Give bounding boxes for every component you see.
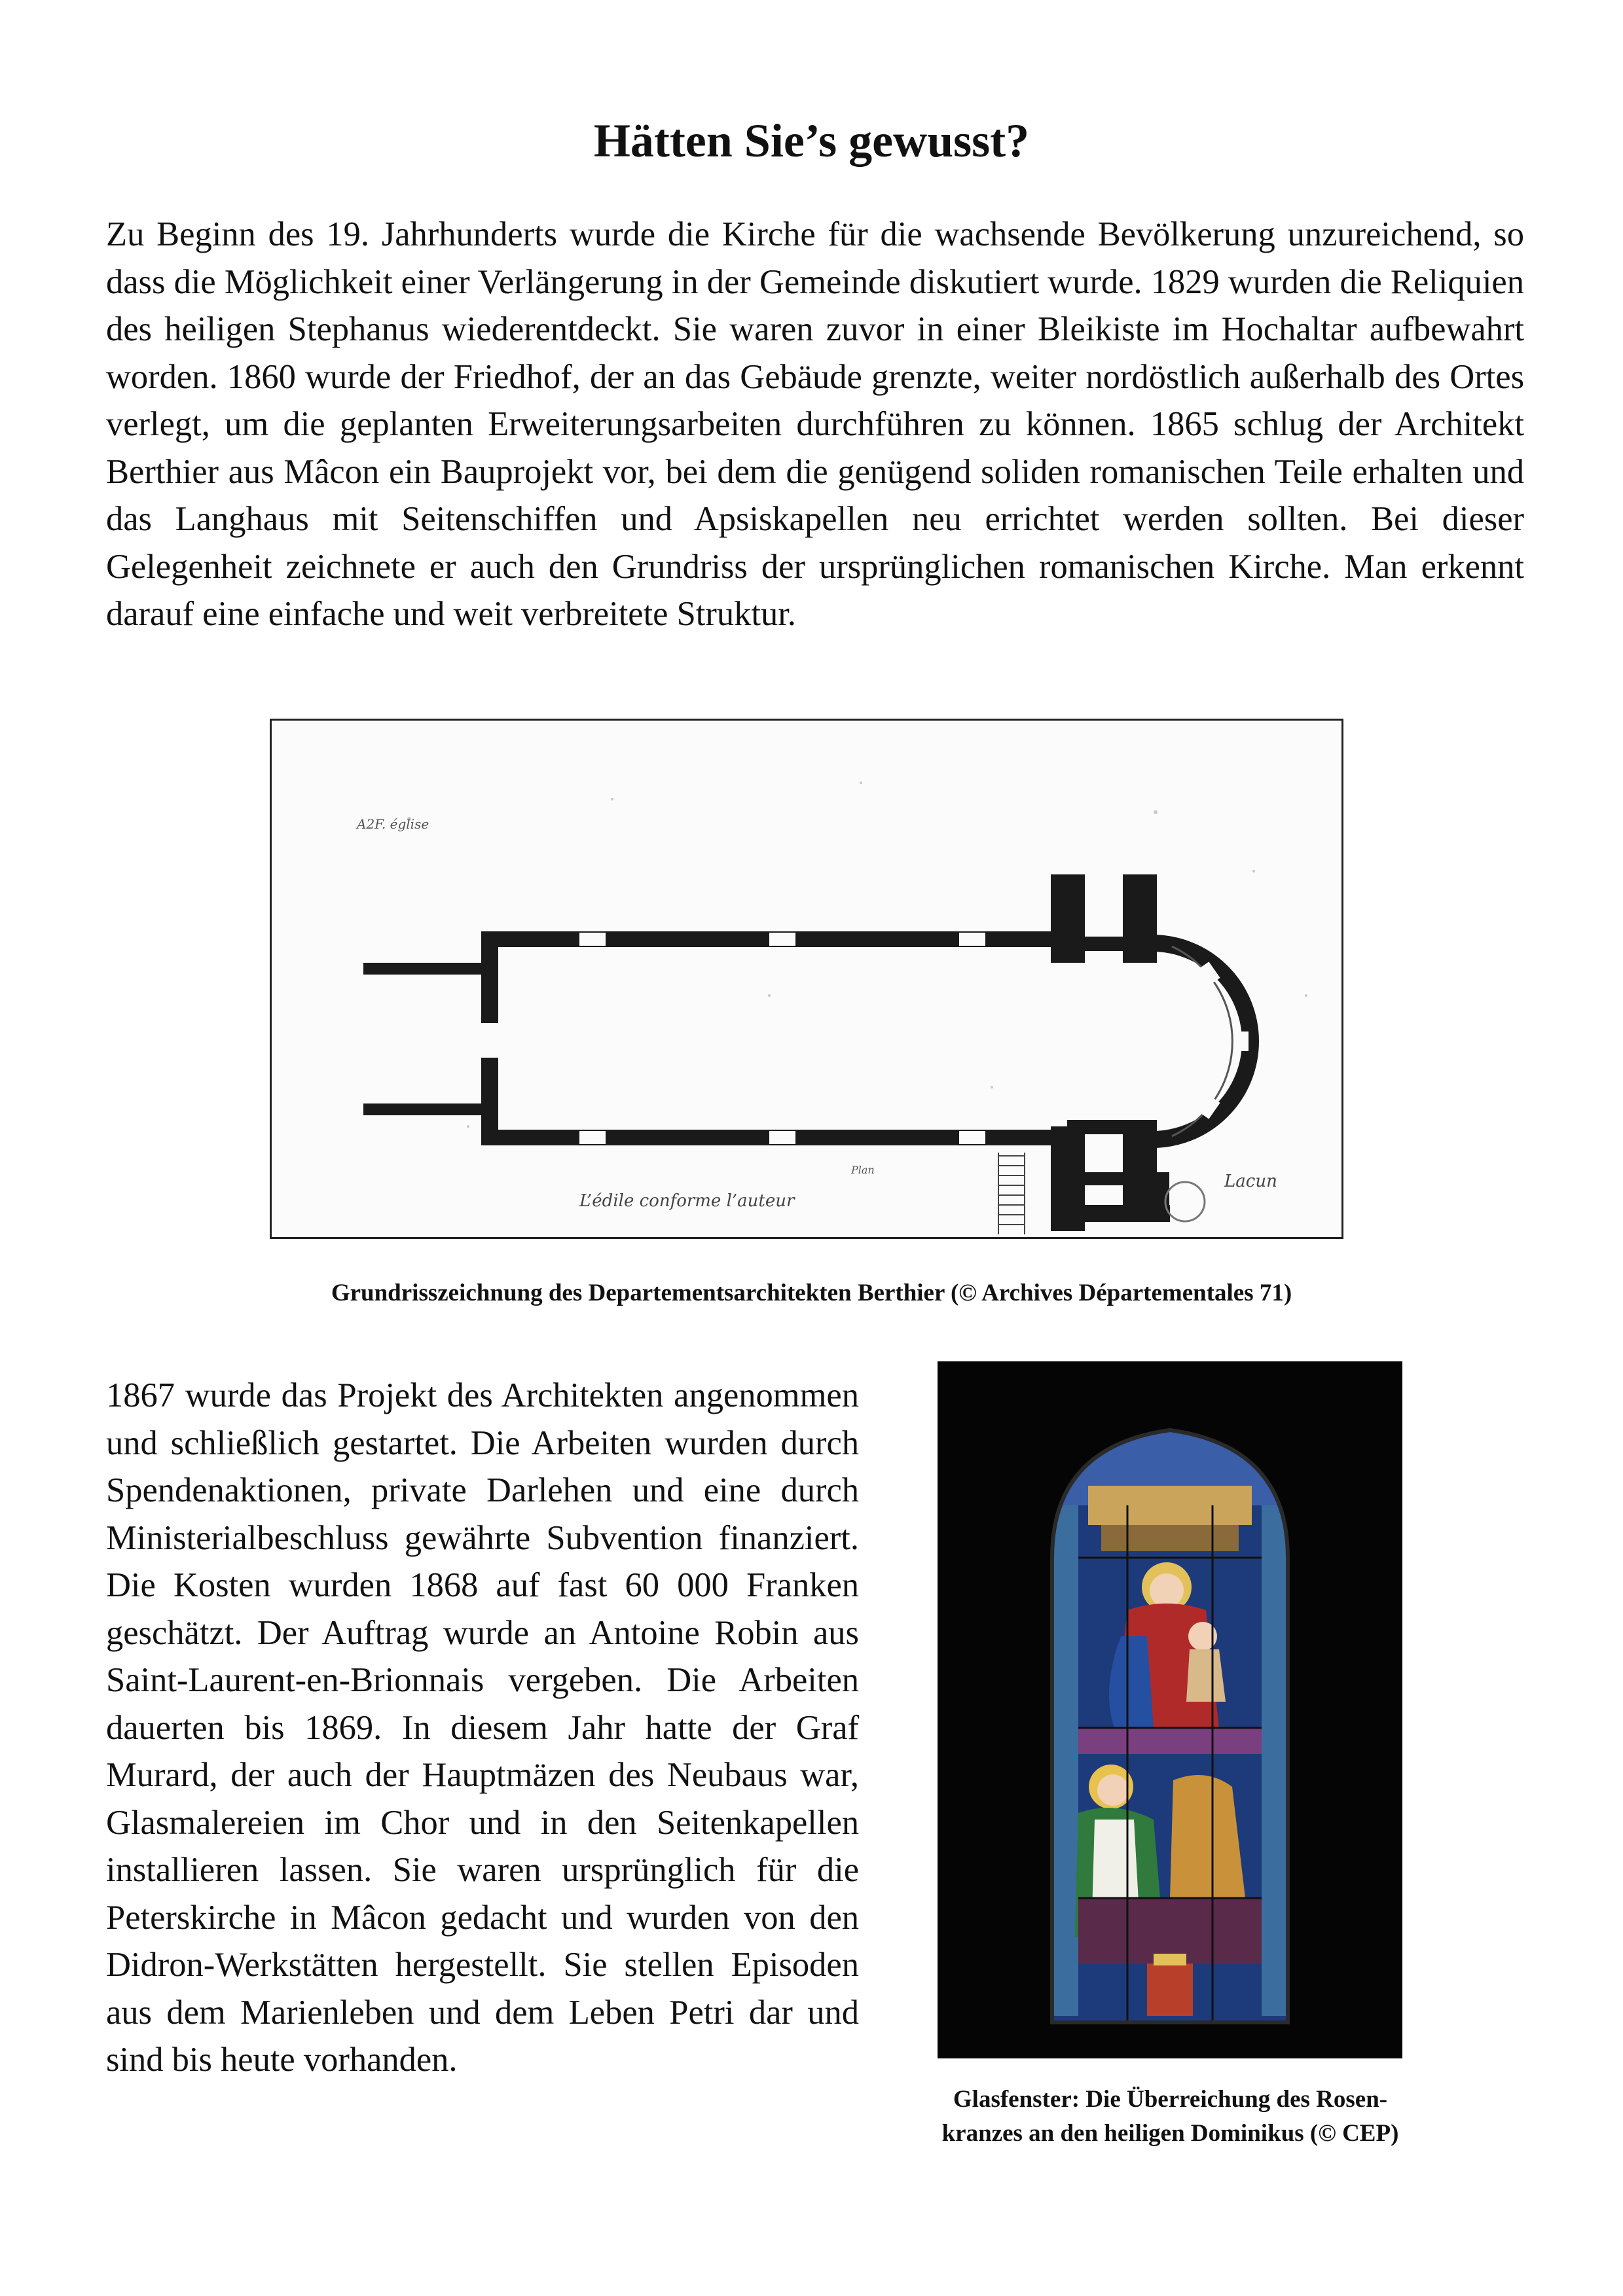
floorplan-drawing — [272, 721, 1341, 1237]
stained-glass-caption-line1: Glasfenster: Die Überreichung des Rosen- — [953, 2086, 1388, 2113]
floorplan-note-signature: L’édile conforme l’auteur — [579, 1191, 795, 1211]
floorplan-note-right: Lacun — [1224, 1172, 1277, 1191]
page-title: Hätten Sie’s gewusst? — [593, 115, 1030, 167]
stained-glass-caption — [890, 2083, 1450, 2151]
stained-glass-caption-line2: kranzes an den heiligen Dominikus (© CEP) — [941, 2120, 1399, 2147]
intro-paragraph: Zu Beginn des 19. Jahrhunderts wurde die Kirche für die wachsende Bevölkerung unzureichend, so dass die Möglichkeit einer Verlängerung in der Gemeinde diskutiert wurde. 1829 wurden die Reliquien des heiligen Stephanus wiederentdeckt. Sie waren zuvor in einer Bleikiste im Hochaltar aufbewahrt worden. 1860 wurde der Friedhof, der an das Gebäude grenzte, weiter nordöstlich außerhalb des Ortes verlegt, um die geplanten Erweiterungsarbeiten durchführen zu können. 1865 schlug der Architekt Berthier aus Mâcon ein Bauprojekt vor, bei dem die genügend soliden romanischen Teile erhalten und das Langhaus mit Seitenschiffen und Apsiskapellen neu errichtet werden sollten. Bei dieser Gelegenheit zeichnete er auch den Grundriss der ursprünglichen romanischen Kirche. Man erkennt darauf eine einfache und weit verbreitete Struktur. — [106, 215, 1524, 633]
stained-glass-window — [938, 1361, 1402, 2058]
floorplan-note-top-left: A2F. église — [357, 816, 429, 832]
floorplan-caption: Grundrisszeichnung des Departementsarchitekten Berthier (© Archives Départementales 71) — [331, 1280, 1292, 1306]
stained-glass-photo — [938, 1361, 1402, 2058]
floorplan-note-plan: Plan — [851, 1164, 875, 1176]
floorplan-figure — [270, 719, 1343, 1239]
second-paragraph: 1867 wurde das Projekt des Architekten angenommen und schließlich gestartet. Die Arbeiten wurden durch Spendenaktionen, private Darlehen und eine durch Ministerialbeschluss gewährte Subvention finanziert. Die Kosten wurden 1868 auf fast 60 000 Franken geschätzt. Der Auftrag wurde an Antoine Robin aus Saint-Laurent-en-Brionnais vergeben. Die Arbeiten dauerten bis 1869. In diesem Jahr hatte der Graf Murard, der auch der Hauptmäzen des Neubaus war, Glasmalereien im Chor und in den Seitenkapellen installieren lassen. Sie waren ursprünglich für die Peterskirche in Mâcon gedacht und wurden von den Didron-Werkstätten hergestellt. Sie stellen Episoden aus dem Marienleben und dem Leben Petri dar und sind bis heute vorhanden. — [106, 1376, 859, 2079]
